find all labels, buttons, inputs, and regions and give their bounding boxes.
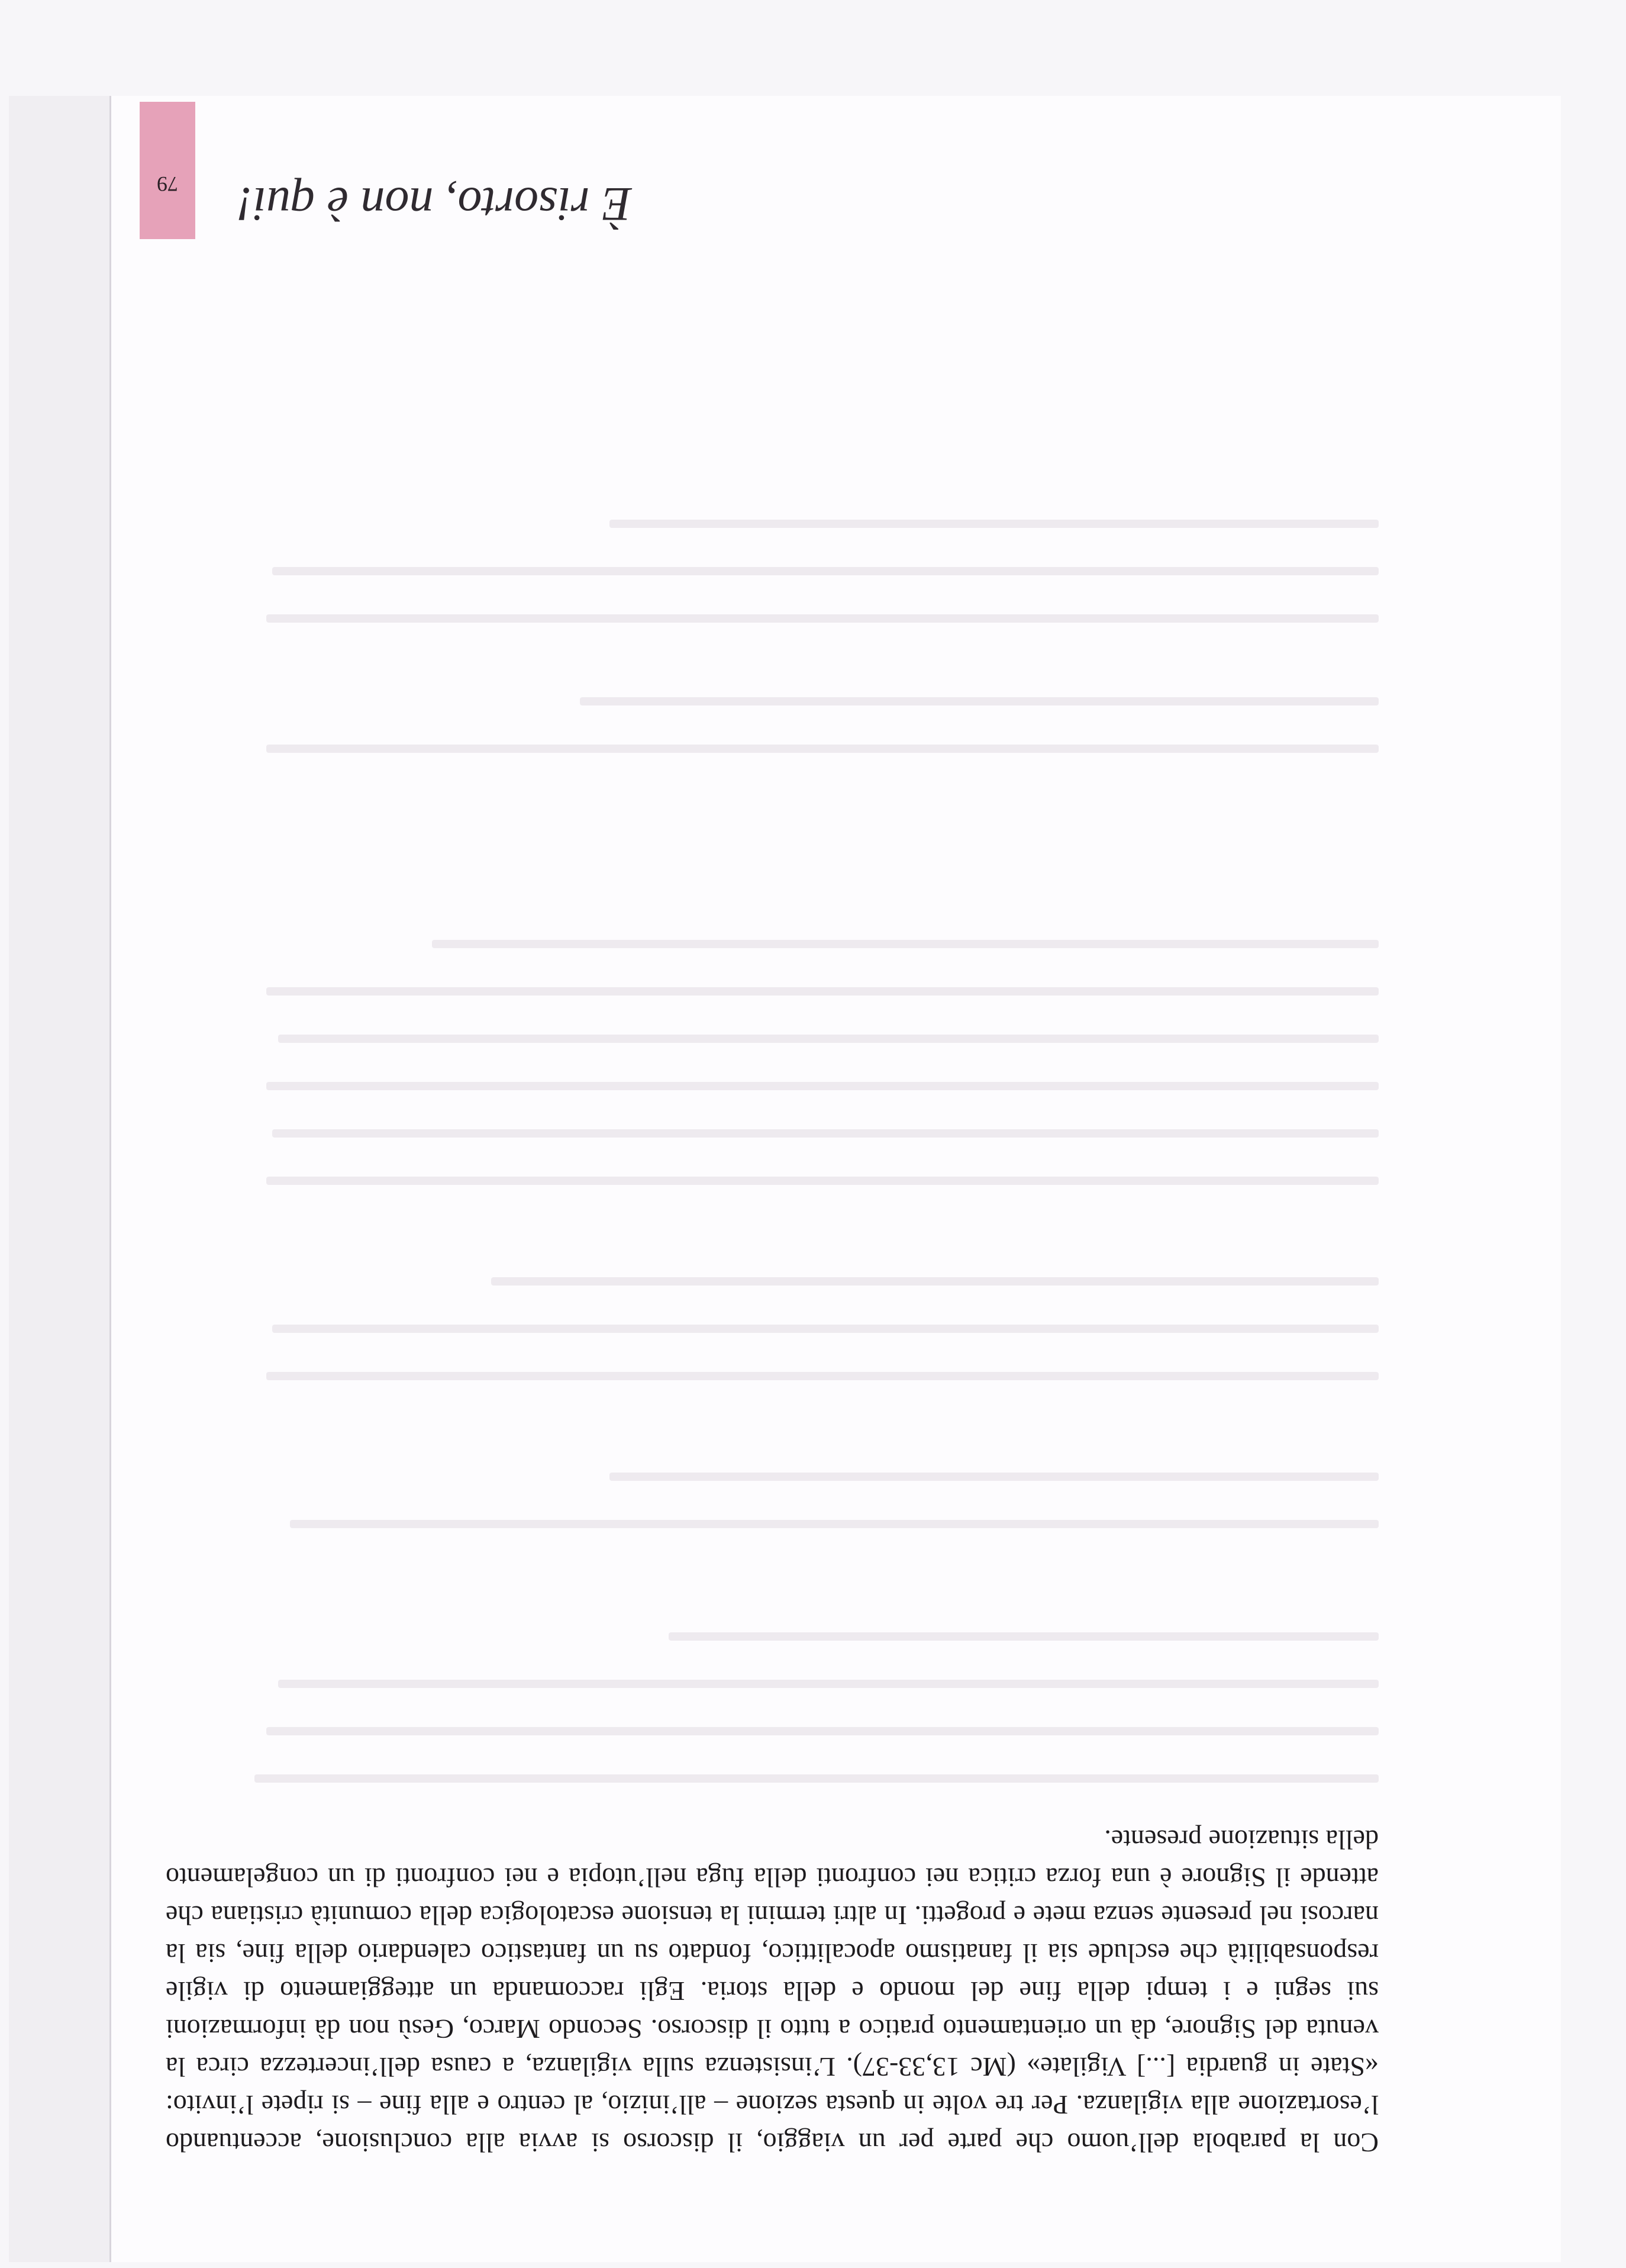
page-body (166, 1821, 1379, 2161)
bleed-through-line (266, 614, 1379, 623)
bleed-through-line (266, 1372, 1379, 1380)
running-head: È risorto, non è qui! (237, 178, 632, 231)
bleed-through-line (272, 1129, 1379, 1138)
bleed-through-line (272, 1325, 1379, 1333)
bleed-through-line (580, 697, 1379, 705)
page-number-tab (140, 102, 195, 239)
body-paragraph: Con la parabola dell’uomo che parte per un viaggio, il discorso si avvia alla conclusione, accentuando l’esortazione alla vigilanza. Per tre volte in questa sezione – all’inizio, al centro e alla fine – si ripete l’invito: «State in guardia [...] Vigilate» (Mc 13,33-37). L’insistenza sulla vigilanza, a causa dell’incertezza circa la venuta del Signore, dà un orientamento pratico a tutto il discorso. Secondo Marco, Gesù non dà informazioni sui segni e i tempi della fine del mondo e della storia. Egli raccomanda un atteggiamento di vigile responsabilità che esclude sia il fanatismo apocalittico, fondato su un fantastico calendario della fine, sia la narcosi nel presente senza mete e progetti. In altri termini la tensione escatologica della comunità cristiana che attende il Signore è una forza critica nei confronti della fuga nell’utopia e nei confronti di un congelamento della situazione presente. (166, 1825, 1379, 2158)
bleed-through-line (266, 1727, 1379, 1735)
bleed-through-line (266, 1177, 1379, 1185)
bleed-through-line (278, 1035, 1379, 1043)
bleed-through-line (266, 745, 1379, 753)
bleed-through-line (290, 1520, 1379, 1528)
bleed-through-line (491, 1277, 1379, 1286)
bleed-through-line (266, 1082, 1379, 1090)
bleed-through-line (254, 1774, 1379, 1783)
bleed-through-line (609, 520, 1379, 528)
page-number: 79 (157, 172, 178, 196)
bleed-through-line (432, 940, 1379, 948)
bleed-through-line (278, 1680, 1379, 1688)
bleed-through-line (272, 567, 1379, 575)
bleed-through-line (266, 987, 1379, 996)
bleed-through-line (669, 1632, 1379, 1641)
bleed-through-line (609, 1473, 1379, 1481)
binding-strip (9, 96, 111, 2262)
